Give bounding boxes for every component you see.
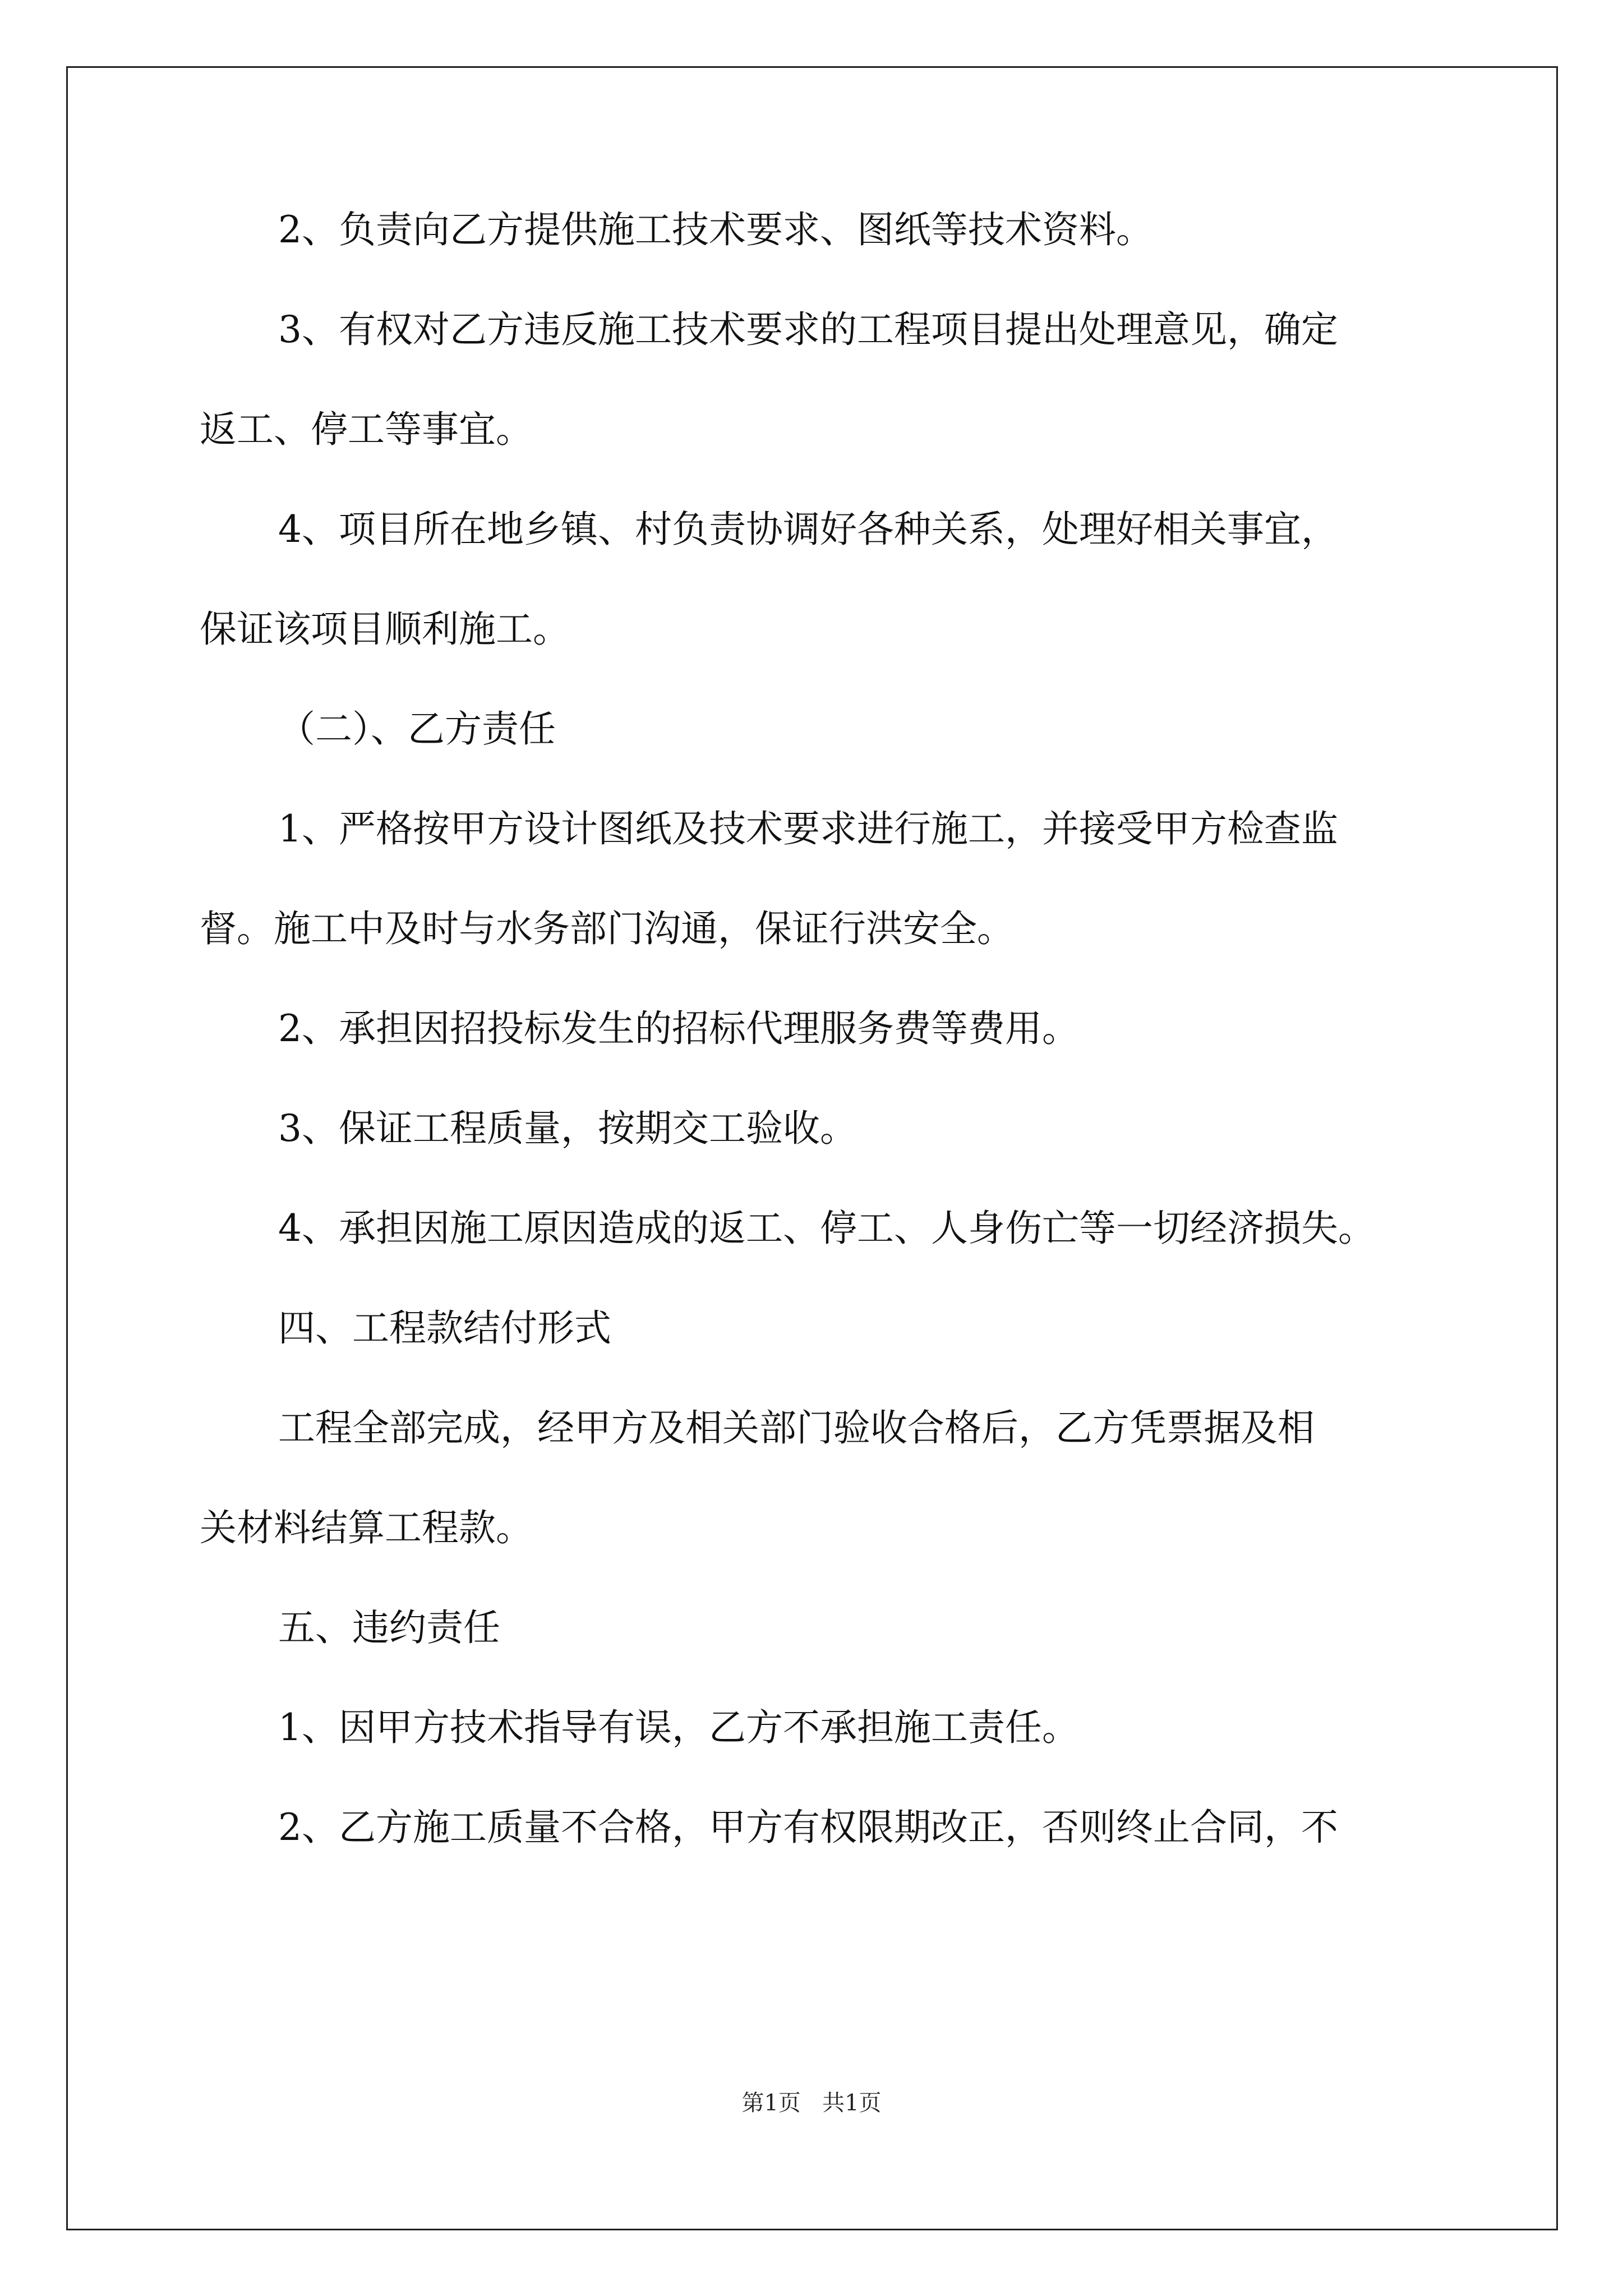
paragraph-line: 1、因甲方技术指导有误，乙方不承担施工责任。 — [278, 1706, 1079, 1749]
paragraph-line: 工程全部完成，经甲方及相关部门验收合格后，乙方凭票据及相 — [278, 1406, 1315, 1450]
paragraph-line: 4、承担因施工原因造成的返工、停工、人身伤亡等一切经济损失。 — [278, 1207, 1375, 1250]
paragraph-line: 2、承担因招投标发生的招标代理服务费等费用。 — [278, 1007, 1079, 1050]
section-heading: （二）、乙方责任 — [278, 707, 556, 751]
page-footer — [0, 2089, 1623, 2117]
paragraph-line: 保证该项目顺利施工。 — [200, 608, 570, 651]
paragraph-line: 3、有权对乙方违反施工技术要求的工程项目提出处理意见，确定 — [278, 308, 1338, 351]
paragraph-line: 督。施工中及时与水务部门沟通，保证行洪安全。 — [200, 907, 1014, 950]
paragraph-line: 4、项目所在地乡镇、村负责协调好各种关系，处理好相关事宜， — [278, 508, 1338, 551]
paragraph-line: 关材料结算工程款。 — [200, 1506, 533, 1549]
paragraph-line: 3、保证工程质量，按期交工验收。 — [278, 1107, 857, 1150]
page-total: 共1页 — [822, 2090, 882, 2116]
section-heading: 四、工程款结付形式 — [278, 1306, 611, 1350]
page-number: 第1页 — [741, 2090, 801, 2116]
paragraph-line: 2、乙方施工质量不合格，甲方有权限期改正，否则终止合同，不 — [278, 1806, 1338, 1849]
paragraph-line: 2、负责向乙方提供施工技术要求、图纸等技术资料。 — [278, 208, 1153, 251]
section-heading: 五、违约责任 — [278, 1606, 500, 1649]
paragraph-line: 1、严格按甲方设计图纸及技术要求进行施工，并接受甲方检查监 — [278, 807, 1338, 850]
paragraph-line: 返工、停工等事宜。 — [200, 408, 533, 451]
